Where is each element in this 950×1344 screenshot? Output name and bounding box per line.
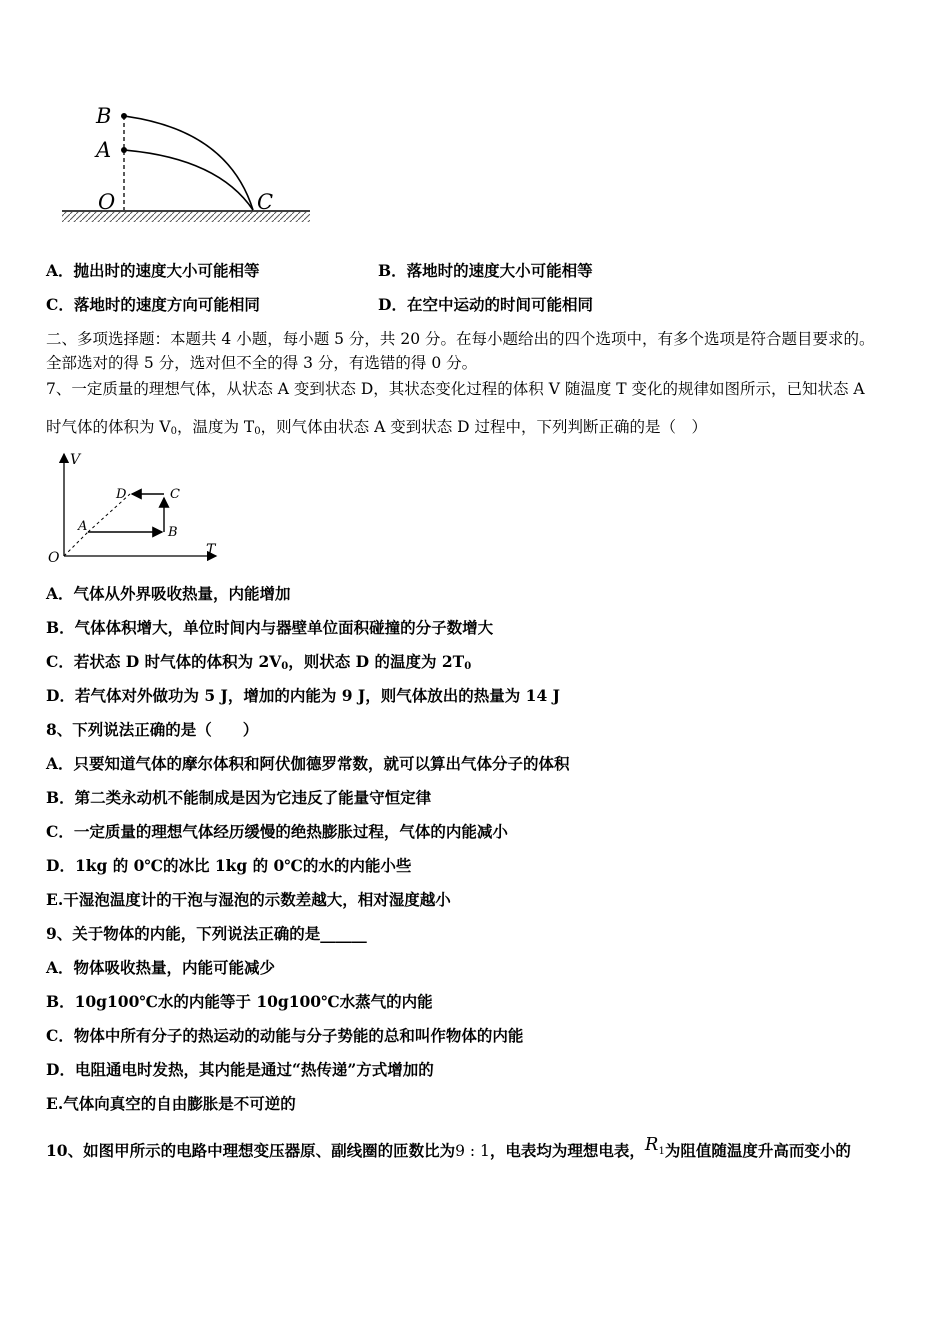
q9-option-b: B．10g100℃水的内能等于 10g100℃水蒸气的内能 — [46, 992, 433, 1011]
trajectory-from-a — [124, 150, 253, 210]
q6-option-a: A．抛出时的速度大小可能相等 — [46, 261, 260, 280]
v-t-figure — [44, 448, 234, 568]
q9-option-e: E.气体向真空的自由膨胀是不可逆的 — [46, 1094, 296, 1113]
q7-option-d: D．若气体对外做功为 5 J，增加的内能为 9 J，则气体放出的热量为 14 J — [46, 686, 560, 705]
q10-stem: 10、如图甲所示的电路中理想变压器原、副线圈的匝数比为9 : 1，电表均为理想电表，$R_1$为阻值随温度升高而变小的 — [46, 1134, 851, 1160]
q8-stem: 8、下列说法正确的是（ ） — [46, 720, 259, 739]
q8-option-d: D．1kg 的 0℃的冰比 1kg 的 0℃的水的内能小些 — [46, 856, 412, 875]
axis-label-v: V — [70, 452, 81, 468]
q6-option-b: B．落地时的速度大小可能相等 — [378, 261, 593, 280]
q7-option-c: C．若状态 D 时气体的体积为 $2V_0$，则状态 D 的温度为 $2T_0$ — [46, 652, 472, 672]
resistor-symbol: R — [644, 1134, 659, 1155]
label-b: B — [96, 104, 112, 128]
q7-option-a: A．气体从外界吸收热量，内能增加 — [46, 584, 291, 603]
label-c: C — [257, 190, 274, 214]
q9-option-d: D．电阻通电时发热，其内能是通过“热传递”方式增加的 — [46, 1060, 434, 1079]
label-state-c: C — [170, 487, 180, 502]
q8-option-a: A．只要知道气体的摩尔体积和阿伏伽德罗常数，就可以算出气体分子的体积 — [46, 754, 570, 773]
q7-stem-line2: 时气体的体积为 $V_0$，温度为 $T_0$，则气体由状态 A 变到状态 D 过程中，下列判断正确的是（ ） — [46, 418, 707, 437]
label-state-d: D — [116, 487, 127, 502]
q9-option-c: C．物体中所有分子的热运动的动能与分子势能的总和叫作物体的内能 — [46, 1026, 524, 1045]
projectile-figure — [58, 100, 318, 230]
origin-label: O — [48, 550, 60, 566]
q9-option-a: A．物体吸收热量，内能可能减少 — [46, 958, 276, 977]
q7-option-b: B．气体体积增大，单位时间内与器壁单位面积碰撞的分子数增大 — [46, 618, 494, 637]
label-state-b: B — [168, 525, 178, 540]
turns-ratio: 9 : 1 — [455, 1142, 490, 1160]
q8-option-e: E.干湿泡温度计的干泡与湿泡的示数差越大，相对湿度越小 — [46, 890, 451, 909]
section2-instructions-line1: 二、多项选择题：本题共 4 小题，每小题 5 分，共 20 分。在每小题给出的四个选项中，有多个选项是符合题目要求的。 — [46, 330, 875, 348]
label-o: O — [98, 190, 116, 214]
q6-option-c: C．落地时的速度方向可能相同 — [46, 295, 260, 314]
q8-option-c: C．一定质量的理想气体经历缓慢的绝热膨胀过程，气体的内能减小 — [46, 822, 508, 841]
q7-stem-line1: 7、一定质量的理想气体，从状态 A 变到状态 D，其状态变化过程的体积 V 随温度 T 变化的规律如图所示，已知状态 A — [46, 380, 865, 398]
section2-instructions-line2: 全部选对的得 5 分，选对但不全的得 3 分，有选错的得 0 分。 — [46, 354, 478, 372]
q9-stem: 9、关于物体的内能，下列说法正确的是______ — [46, 924, 367, 943]
dashed-line-o-a — [64, 532, 88, 556]
q8-option-b: B．第二类永动机不能制成是因为它违反了能量守恒定律 — [46, 788, 432, 807]
q6-option-d: D．在空中运动的时间可能相同 — [378, 295, 593, 314]
label-state-a: A — [78, 519, 88, 534]
label-a: A — [96, 138, 112, 162]
axis-label-t: T — [206, 542, 216, 558]
